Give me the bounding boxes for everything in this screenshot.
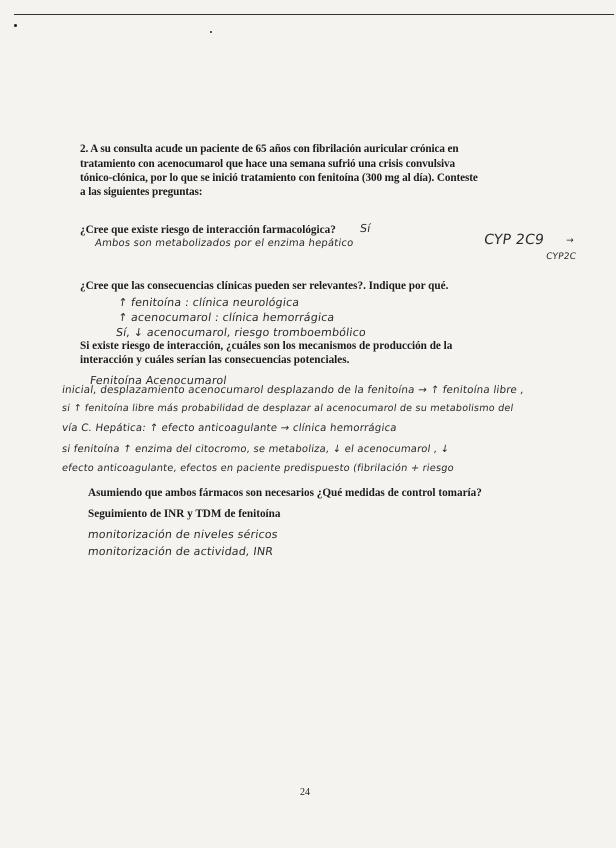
question-intro-line: 2. A su consulta acude un paciente de 65 años con fibrilación auricular crónica en: [80, 143, 459, 155]
handwritten-answer: ↑ acenocumarol : clínica hemorrágica: [117, 311, 336, 324]
question-4: Asumiendo que ambos fármacos son necesarios ¿Qué medidas de control tomaría?: [88, 487, 482, 499]
question-3: interacción y cuáles serían las consecuencias potenciales.: [80, 354, 350, 366]
handwritten-answer: ↑ fenitoína : clínica neurológica: [117, 296, 301, 309]
scan-speck: [14, 24, 17, 27]
handwritten-answer: vía C. Hepática: ↑ efecto anticoagulante → clínica hemorrágica: [61, 423, 398, 434]
handwritten-answer: monitorización de niveles séricos: [87, 528, 279, 541]
question-1: ¿Cree que existe riesgo de interacción farmacológica?: [80, 224, 336, 236]
top-rule: [14, 14, 614, 15]
handwritten-answer: Sí: [359, 222, 372, 235]
handwritten-answer: →: [565, 236, 575, 246]
question-4-subheading: Seguimiento de INR y TDM de fenitoína: [88, 508, 281, 520]
handwritten-answer: efecto anticoagulante, efectos en paciente predispuesto (fibrilación + riesgo: [61, 463, 455, 474]
page-number: 24: [300, 787, 310, 798]
handwritten-answer: Ambos son metabolizados por el enzima hepático: [94, 238, 355, 249]
handwritten-answer: inicial, desplazamiento acenocumarol desplazando de la fenitoína → ↑ fenitoína libre ,: [61, 384, 525, 396]
handwritten-answer: Sí, ↓ acenocumarol, riesgo tromboembólico: [115, 326, 367, 339]
handwritten-answer: CYP 2C9: [482, 232, 546, 248]
handwritten-answer: si fenitoína ↑ enzima del citocromo, se metaboliza, ↓ el acenocumarol , ↓: [61, 444, 450, 455]
question-intro-line: tónico-clónica, por lo que se inició tratamiento con fenitoína (300 mg al día). Conteste: [80, 172, 478, 184]
question-2: ¿Cree que las consecuencias clínicas pueden ser relevantes?. Indique por qué.: [80, 280, 449, 292]
handwritten-answer: Fenitoína Acenocumarol: [89, 374, 228, 387]
question-intro-line: a las siguientes preguntas:: [80, 186, 203, 198]
handwritten-answer: CYP2C: [545, 252, 577, 262]
handwritten-answer: monitorización de actividad, INR: [87, 545, 275, 558]
handwritten-answer: si ↑ fenitoína libre más probabilidad de desplazar al acenocumarol de su metabolismo del: [61, 403, 515, 414]
scan-speck: [210, 31, 212, 33]
question-intro-line: tratamiento con acenocumarol que hace una semana sufrió una crisis convulsiva: [80, 158, 455, 170]
question-3: Si existe riesgo de interacción, ¿cuáles son los mecanismos de producción de la: [80, 340, 453, 352]
